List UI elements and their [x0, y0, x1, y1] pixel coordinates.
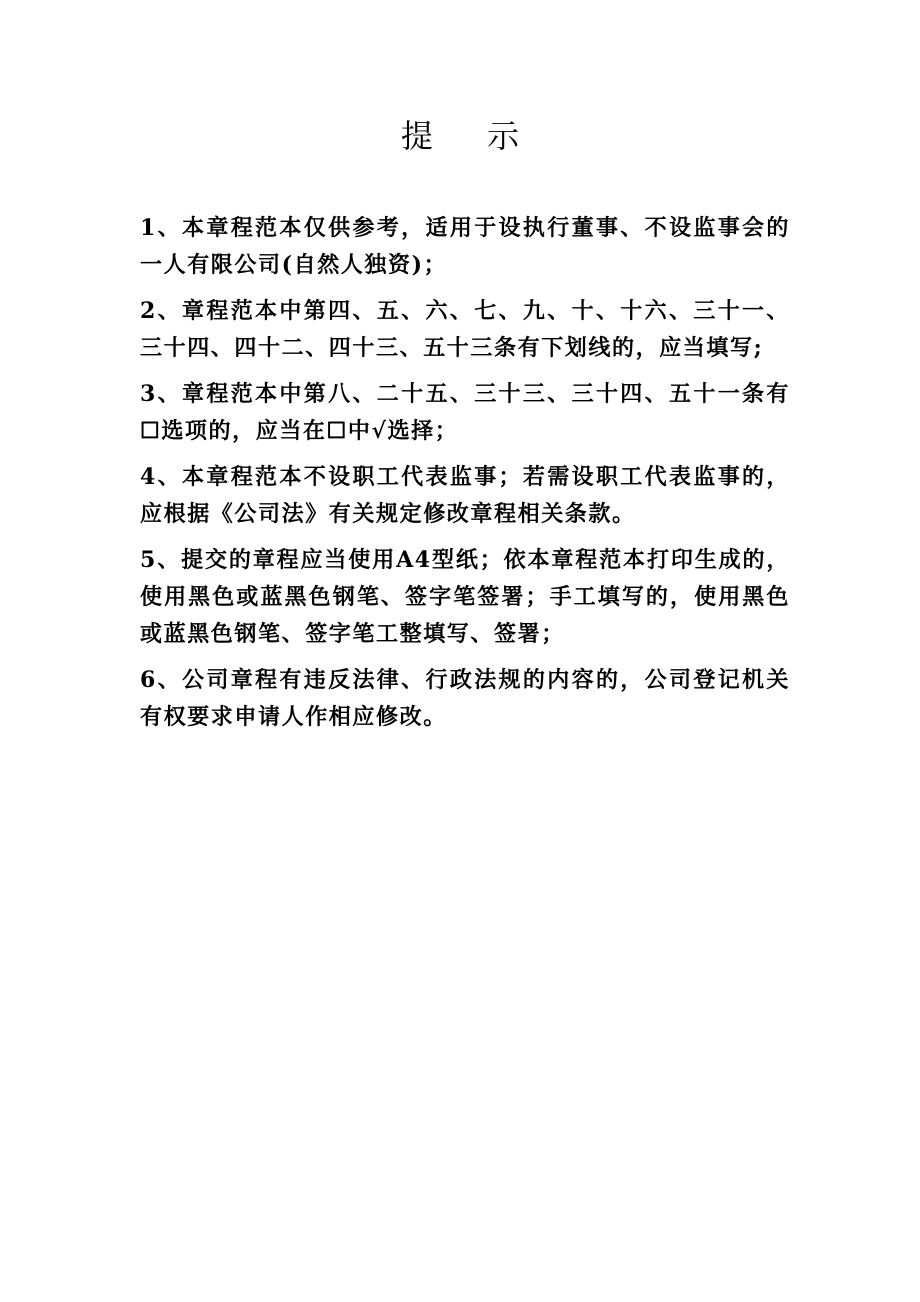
note-item-6: 6、公司章程有违反法律、行政法规的内容的，公司登记机关有权要求申请人作相应修改。 — [140, 667, 790, 730]
page-title: 提 示 — [400, 117, 542, 155]
note-item-4: 4、本章程范本不设职工代表监事；若需设职工代表监事的，应根据《公司法》有关规定修改章程相关条款。 — [140, 464, 790, 527]
note-item-5: 5、提交的章程应当使用A4型纸；依本章程范本打印生成的，使用黑色或蓝黑色钢笔、签字笔签署；手工填写的，使用黑色或蓝黑色钢笔、签字笔工整填写、签署； — [140, 547, 790, 647]
note-item-1: 1、本章程范本仅供参考，适用于设执行董事、不设监事会的一人有限公司(自然人独资)； — [140, 215, 790, 278]
note-item-3: 3、章程范本中第八、二十五、三十三、三十四、五十一条有☐选项的，应当在☐中√选择； — [140, 381, 790, 444]
notes-list — [140, 210, 790, 736]
note-item-2: 2、章程范本中第四、五、六、七、九、十、十六、三十一、三十四、四十二、四十三、五十三条有下划线的，应当填写; — [140, 298, 790, 361]
